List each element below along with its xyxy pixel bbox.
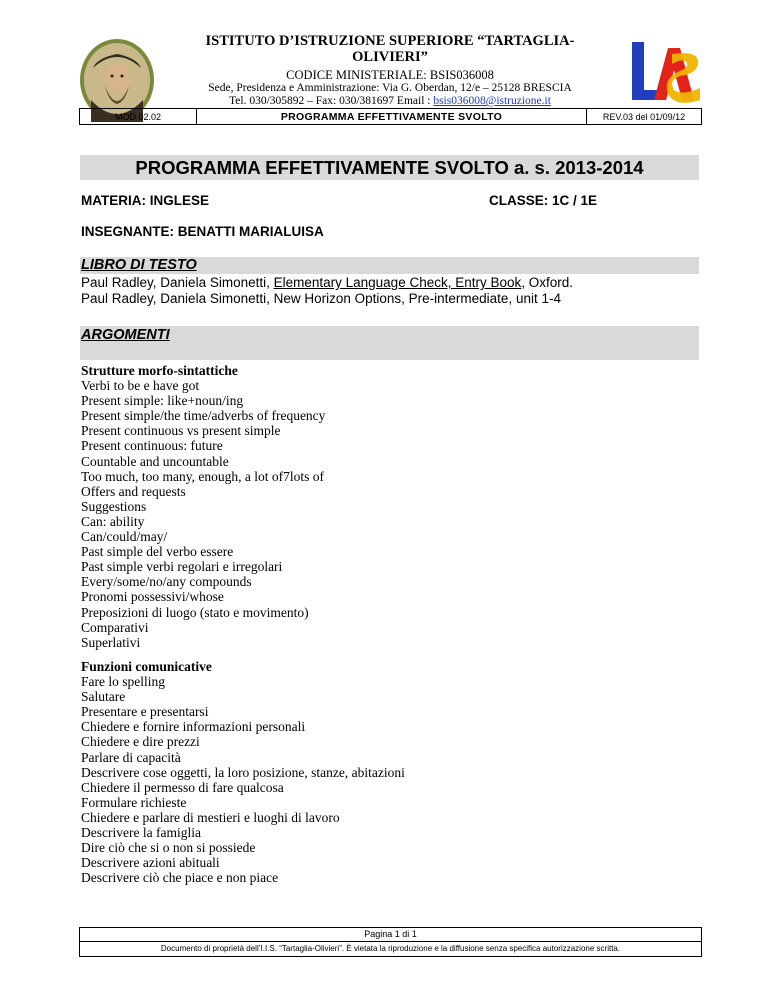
list-item: Parlare di capacità — [81, 749, 181, 765]
libro-heading: LIBRO DI TESTO — [81, 257, 197, 273]
mod-code: MOD 02.02 — [80, 109, 197, 124]
institute-contacts — [180, 95, 600, 108]
institute-name: ISTITUTO D’ISTRUZIONE SUPERIORE “TARTAGLIA-OLIVIERI” — [205, 33, 575, 65]
materia: MATERIA: INGLESE — [81, 193, 209, 208]
list-item: Presentare e presentarsi — [81, 704, 209, 720]
list-item: Chiedere e parlare di mestieri e luoghi di lavoro — [81, 809, 340, 825]
list-item: Comparativi — [81, 619, 149, 635]
list-item: Every/some/no/any compounds — [81, 574, 252, 590]
institute-address: Sede, Presidenza e Amministrazione: Via G. Oberdan, 12/e – 25128 BRESCIA — [208, 82, 572, 94]
list-item: Present continuous vs present simple — [81, 423, 281, 439]
module-bar — [79, 108, 702, 125]
list-item: Countable and uncountable — [81, 453, 229, 469]
strutture-heading: Strutture morfo-sintattiche — [81, 363, 238, 378]
libro-line-1 — [81, 275, 573, 291]
list-item: Preposizioni di luogo (stato e movimento) — [81, 604, 309, 620]
list-item: Descrivere azioni abituali — [81, 855, 220, 871]
list-item: Chiedere e fornire informazioni personali — [81, 719, 306, 735]
list-item: Present simple/the time/adverbs of frequency — [81, 408, 326, 424]
list-item: Verbi to be e have got — [81, 378, 200, 394]
libro-authors: Paul Radley, Daniela Simonetti, — [81, 275, 274, 290]
list-item: Chiedere il permesso di fare qualcosa — [81, 779, 284, 795]
list-item: Dire ciò che si o non si possiede — [81, 840, 256, 856]
argomenti-heading-background — [80, 326, 699, 360]
list-item: Descrivere la famiglia — [81, 825, 201, 841]
list-item: Offers and requests — [81, 483, 186, 499]
libro-publisher: , Oxford. — [521, 275, 574, 290]
list-item: Descrivere ciò che piace e non piace — [81, 870, 279, 886]
list-item: Suggestions — [81, 498, 147, 514]
classe: CLASSE: 1C / 1E — [489, 193, 598, 208]
school-las-logo — [628, 34, 704, 110]
list-item: Past simple verbi regolari e irregolari — [81, 559, 283, 575]
email-link[interactable]: bsis036008@istruzione.it — [433, 95, 551, 107]
list-item: Salutare — [81, 689, 126, 705]
list-item: Superlativi — [81, 634, 141, 650]
list-item: Chiedere e dire prezzi — [81, 734, 200, 750]
doc-type: PROGRAMMA EFFETTIVAMENTE SVOLTO — [197, 109, 587, 124]
list-item: Descrivere cose oggetti, la loro posizione, stanze, abitazioni — [81, 764, 405, 780]
list-item: Can/could/may/ — [81, 529, 168, 545]
list-item: Present simple: like+noun/ing — [81, 393, 244, 409]
libro-line-2: Paul Radley, Daniela Simonetti, New Horizon Options, Pre-intermediate, unit 1-4 — [81, 291, 561, 306]
libro-title: Elementary Language Check, Entry Book — [273, 275, 522, 290]
funzioni-heading: Funzioni comunicative — [81, 659, 212, 674]
insegnante: INSEGNANTE: BENATTI MARIALUISA — [81, 224, 324, 239]
strutture-list — [81, 363, 325, 650]
revision: REV.03 del 01/09/12 — [602, 111, 686, 122]
ownership-notice: Documento di proprietà dell’I.I.S. “Tartaglia-Olivieri”. È vietata la riproduzione e la diffusione senza specifica autorizzazione scritta. — [160, 944, 621, 953]
page-title: PROGRAMMA EFFETTIVAMENTE SVOLTO a. s. 2013-2014 — [135, 157, 644, 178]
logo-lettering: LAS — [628, 34, 630, 35]
list-item: Fare lo spelling — [81, 674, 165, 690]
list-item: Formulare richieste — [81, 794, 187, 810]
page-footer — [79, 927, 702, 957]
tel-fax: Tel. 030/305892 – Fax: 030/381697 Email : — [229, 95, 434, 107]
page-number: Pagina 1 di 1 — [80, 928, 701, 942]
funzioni-list — [81, 659, 405, 885]
list-item: Present continuous: future — [81, 438, 223, 454]
list-item: Can: ability — [81, 513, 145, 529]
ministerial-code: CODICE MINISTERIALE: BSIS036008 — [286, 68, 494, 82]
list-item: Past simple del verbo essere — [81, 544, 234, 560]
argomenti-heading: ARGOMENTI — [81, 327, 170, 343]
list-item: Pronomi possessivi/whose — [81, 589, 224, 605]
list-item: Too much, too many, enough, a lot of7lots of — [81, 468, 325, 484]
